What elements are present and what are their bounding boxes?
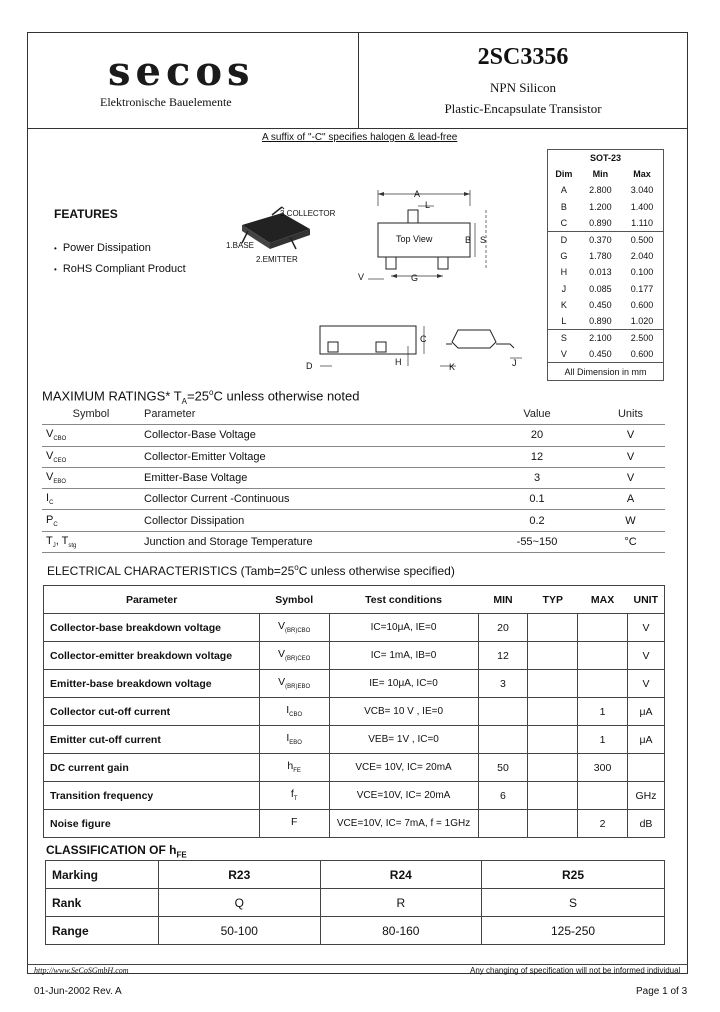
dim-cell: 0.600 <box>630 299 654 310</box>
ec-parameter: Emitter-base breakdown voltage <box>44 670 260 698</box>
mr-symbol: $V_{EBO}$ <box>42 467 140 488</box>
side-view-drawing <box>300 318 540 378</box>
mr-unit: W <box>596 510 665 531</box>
cls-label: Marking <box>46 861 159 889</box>
ec-header: MIN <box>493 593 513 606</box>
top-view-label: Top View <box>396 234 433 244</box>
mr-symbol: $P_C$ <box>42 510 140 531</box>
footer-page: Page 1 of 3 <box>636 986 688 997</box>
dim-cell: 1.110 <box>631 217 653 228</box>
ec-row <box>44 670 665 698</box>
ec-condition: IC=10μA, IE=0 <box>329 614 478 642</box>
dim-cell: 0.177 <box>630 283 654 294</box>
part-number: 2SC3356 <box>477 44 569 70</box>
mr-param: Collector-Base Voltage <box>140 425 478 446</box>
dimension-table <box>547 149 664 381</box>
dim-cell: 0.890 <box>589 217 612 228</box>
mr-value: -55~150 <box>478 531 596 552</box>
ec-header: MAX <box>590 593 615 606</box>
ec-min: 12 <box>478 642 528 670</box>
dim-cell: 0.600 <box>630 349 654 360</box>
mr-param: Collector-Emitter Voltage <box>140 446 478 467</box>
ec-header: Test conditions <box>365 593 442 606</box>
dim-row <box>548 215 664 232</box>
dim-cell: 0.500 <box>621 231 663 248</box>
dim-cell: 1.400 <box>630 201 654 212</box>
ec-typ <box>528 782 578 810</box>
ec-condition: IC= 1mA, IB=0 <box>329 642 478 670</box>
dim-table-title: SOT-23 <box>589 153 621 164</box>
dim-row <box>548 346 664 363</box>
emitter-label: 2.EMITTER <box>256 255 298 264</box>
dim-row <box>548 313 664 330</box>
cls-label: Rank <box>46 889 159 917</box>
ec-typ <box>528 614 578 642</box>
mr-row <box>42 510 665 531</box>
dim-cell: 2.800 <box>589 185 612 196</box>
ec-parameter: DC current gain <box>44 754 260 782</box>
electrical-title: ELECTRICAL CHARACTERISTICS ($Tamb=25^oC$ unless otherwise specified) <box>47 563 455 578</box>
mr-param: Collector Current -Continuous <box>140 489 478 510</box>
electrical-table <box>43 585 665 838</box>
dim-header: Dim <box>555 169 573 180</box>
ec-condition: VCE=10V, IC= 7mA, f = 1GHz <box>329 810 478 838</box>
type-line-2: Plastic-Encapsulate Transistor <box>444 101 602 116</box>
cls-label: Range <box>46 917 159 945</box>
dim-cell: C <box>560 217 568 228</box>
cls-value: R23 <box>159 861 321 889</box>
dim-cell: 1.020 <box>630 315 654 326</box>
dim-header: Max <box>633 169 651 180</box>
dim-cell: 3.040 <box>630 185 654 196</box>
ec-row <box>44 754 665 782</box>
ec-header: UNIT <box>633 593 658 606</box>
mr-row <box>42 531 665 552</box>
ec-row <box>44 726 665 754</box>
ec-typ <box>528 670 578 698</box>
cls-value: S <box>482 889 665 917</box>
cls-value: R <box>320 889 482 917</box>
ec-max: 2 <box>578 810 628 838</box>
ec-min <box>478 698 528 726</box>
dim-cell: 1.200 <box>589 201 612 212</box>
ec-header: TYP <box>542 593 563 606</box>
ec-symbol: $V_{(BR)CBO}$ <box>259 614 329 642</box>
ec-condition: VCE= 10V, IC= 20mA <box>329 754 478 782</box>
ec-min: 6 <box>478 782 528 810</box>
ec-typ <box>528 754 578 782</box>
collector-label: 3.COLLECTOR <box>280 209 336 218</box>
dim-cell: A <box>560 185 567 196</box>
ec-typ <box>528 698 578 726</box>
dim-label-d: D <box>306 361 313 371</box>
mr-param: Junction and Storage Temperature <box>140 531 478 552</box>
company-logo: secos <box>108 48 255 95</box>
dim-cell: B <box>560 201 567 212</box>
halogen-notice: A suffix of "-C" specifies halogen & lead-free <box>262 132 458 143</box>
dim-cell: 0.450 <box>589 349 612 360</box>
dim-cell: V <box>560 349 567 360</box>
dim-cell: 0.085 <box>589 283 612 294</box>
dim-row <box>548 264 664 280</box>
company-subtitle: Elektronische Bauelemente <box>100 95 232 109</box>
mr-unit: V <box>596 467 665 488</box>
ec-typ <box>528 810 578 838</box>
dim-row <box>548 330 664 347</box>
ec-row <box>44 782 665 810</box>
ec-row <box>44 698 665 726</box>
mr-unit: V <box>596 425 665 446</box>
dim-row <box>548 182 664 198</box>
mr-row <box>42 467 665 488</box>
ec-symbol: $I_{EBO}$ <box>259 726 329 754</box>
dim-label-l: L <box>425 200 431 210</box>
dim-cell: L <box>561 315 567 326</box>
dim-row <box>548 297 664 313</box>
ec-unit: μA <box>628 726 665 754</box>
feature-item: • Power Dissipation <box>54 242 151 254</box>
ec-symbol: $V_{(BR)CEO}$ <box>259 642 329 670</box>
ec-row <box>44 614 665 642</box>
type-line-1: NPN Silicon <box>489 80 557 95</box>
dim-label-k: K <box>449 362 456 372</box>
ec-condition: IE= 10μA, IC=0 <box>329 670 478 698</box>
mr-unit: °C <box>596 531 665 552</box>
ec-unit: V <box>628 642 665 670</box>
dim-header: Min <box>592 169 609 180</box>
mr-header: Units <box>596 404 665 425</box>
ec-unit: dB <box>628 810 665 838</box>
base-label: 1.BASE <box>226 241 255 250</box>
dim-cell: J <box>561 283 567 294</box>
dim-label-a: A <box>414 189 421 199</box>
dim-cell: 0.013 <box>589 267 612 278</box>
ec-symbol: $I_{CBO}$ <box>259 698 329 726</box>
mr-unit: A <box>596 489 665 510</box>
ec-unit <box>628 754 665 782</box>
dim-label-v: V <box>358 272 365 282</box>
mr-value: 3 <box>478 467 596 488</box>
ec-condition: VEB= 1V , IC=0 <box>329 726 478 754</box>
ec-symbol: $V_{(BR)EBO}$ <box>259 670 329 698</box>
mr-symbol: $V_{CBO}$ <box>42 425 140 446</box>
ec-row <box>44 642 665 670</box>
dim-label-b: B <box>465 235 472 245</box>
ec-min: 20 <box>478 614 528 642</box>
classification-title: CLASSIFICATION OF $h_{FE}$ <box>46 843 187 860</box>
ec-typ <box>528 726 578 754</box>
mr-row <box>42 489 665 510</box>
max-ratings-table <box>42 404 665 553</box>
mr-unit: V <box>596 446 665 467</box>
dim-row <box>548 231 664 248</box>
dim-table-footer: All Dimension in mm <box>548 363 664 380</box>
mr-param: Emitter-Base Voltage <box>140 467 478 488</box>
feature-item: • RoHS Compliant Product <box>54 263 186 275</box>
ec-condition: VCB= 10 V , IE=0 <box>329 698 478 726</box>
mr-row <box>42 425 665 446</box>
ec-parameter: Collector-emitter breakdown voltage <box>44 642 260 670</box>
ec-parameter: Noise figure <box>44 810 260 838</box>
ec-min <box>478 810 528 838</box>
ec-max <box>578 614 628 642</box>
ec-unit: V <box>628 670 665 698</box>
ec-parameter: Collector-base breakdown voltage <box>44 614 260 642</box>
dim-cell: S <box>548 330 580 347</box>
dim-row <box>548 281 664 297</box>
mr-symbol: $V_{CEO}$ <box>42 446 140 467</box>
cls-row <box>46 917 665 945</box>
footer-date: 01-Jun-2002 Rev. A <box>34 986 122 997</box>
dim-cell: 2.040 <box>630 251 654 262</box>
ec-typ <box>528 642 578 670</box>
cls-value: Q <box>159 889 321 917</box>
dim-cell: G <box>560 251 568 262</box>
ec-symbol: $h_{FE}$ <box>259 754 329 782</box>
mr-header: Value <box>478 404 596 425</box>
dim-cell: D <box>548 231 580 248</box>
ec-symbol: F <box>259 810 329 838</box>
mr-value: 0.2 <box>478 510 596 531</box>
cls-row <box>46 889 665 917</box>
dim-cell: 0.450 <box>589 299 612 310</box>
ec-header: Parameter <box>125 593 178 606</box>
cls-value: R25 <box>482 861 665 889</box>
cls-row <box>46 861 665 889</box>
ec-unit: μA <box>628 698 665 726</box>
ec-min: 50 <box>478 754 528 782</box>
dim-label-g: G <box>411 273 419 283</box>
mr-header: Parameter <box>140 404 478 425</box>
ec-max: 300 <box>578 754 628 782</box>
max-ratings-title: MAXIMUM RATINGS* $T_A=25^oC$ unless otherwise noted <box>42 388 360 406</box>
ec-min: 3 <box>478 670 528 698</box>
ec-min <box>478 726 528 754</box>
dim-cell: 0.370 <box>580 231 621 248</box>
ec-parameter: Emitter cut-off current <box>44 726 260 754</box>
mr-row <box>42 446 665 467</box>
mr-header: Symbol <box>42 404 140 425</box>
footer-url[interactable]: http://www.SeCoSGmbH.com <box>34 966 129 975</box>
ec-max <box>578 782 628 810</box>
dim-row <box>548 248 664 264</box>
ec-max: 1 <box>578 698 628 726</box>
dim-cell: 2.100 <box>580 330 621 347</box>
mr-symbol: $T_J$, $T_{stg}$ <box>42 531 140 552</box>
dim-label-h: H <box>395 357 402 367</box>
mr-value: 0.1 <box>478 489 596 510</box>
cls-value: R24 <box>320 861 482 889</box>
dim-cell: H <box>560 267 568 278</box>
ec-condition: VCE=10V, IC= 20mA <box>329 782 478 810</box>
cls-value: 80-160 <box>320 917 482 945</box>
dim-label-s: S <box>480 235 487 245</box>
ec-unit: V <box>628 614 665 642</box>
cls-value: 50-100 <box>159 917 321 945</box>
mr-value: 12 <box>478 446 596 467</box>
ec-symbol: $f_T$ <box>259 782 329 810</box>
dim-cell: 0.100 <box>630 267 654 278</box>
footer-divider <box>27 964 688 965</box>
ec-unit: GHz <box>628 782 665 810</box>
ec-parameter: Collector cut-off current <box>44 698 260 726</box>
mr-symbol: $I_C$ <box>42 489 140 510</box>
classification-table <box>45 860 665 945</box>
dim-label-c: C <box>420 334 427 344</box>
ec-max <box>578 670 628 698</box>
footer-notice: Any changing of specification will not be informed individual <box>470 966 681 975</box>
cls-value: 125-250 <box>482 917 665 945</box>
dim-cell: 0.890 <box>589 315 612 326</box>
ec-header: Symbol <box>275 593 314 606</box>
ec-max: 1 <box>578 726 628 754</box>
dim-label-j: J <box>512 358 517 368</box>
ec-row <box>44 810 665 838</box>
dim-cell: K <box>560 299 567 310</box>
mr-value: 20 <box>478 425 596 446</box>
dim-cell: 2.500 <box>621 330 663 347</box>
dim-cell: 1.780 <box>589 251 612 262</box>
mr-param: Collector Dissipation <box>140 510 478 531</box>
ec-parameter: Transition frequency <box>44 782 260 810</box>
features-title: FEATURES <box>54 207 118 221</box>
ec-max <box>578 642 628 670</box>
dim-row <box>548 199 664 215</box>
